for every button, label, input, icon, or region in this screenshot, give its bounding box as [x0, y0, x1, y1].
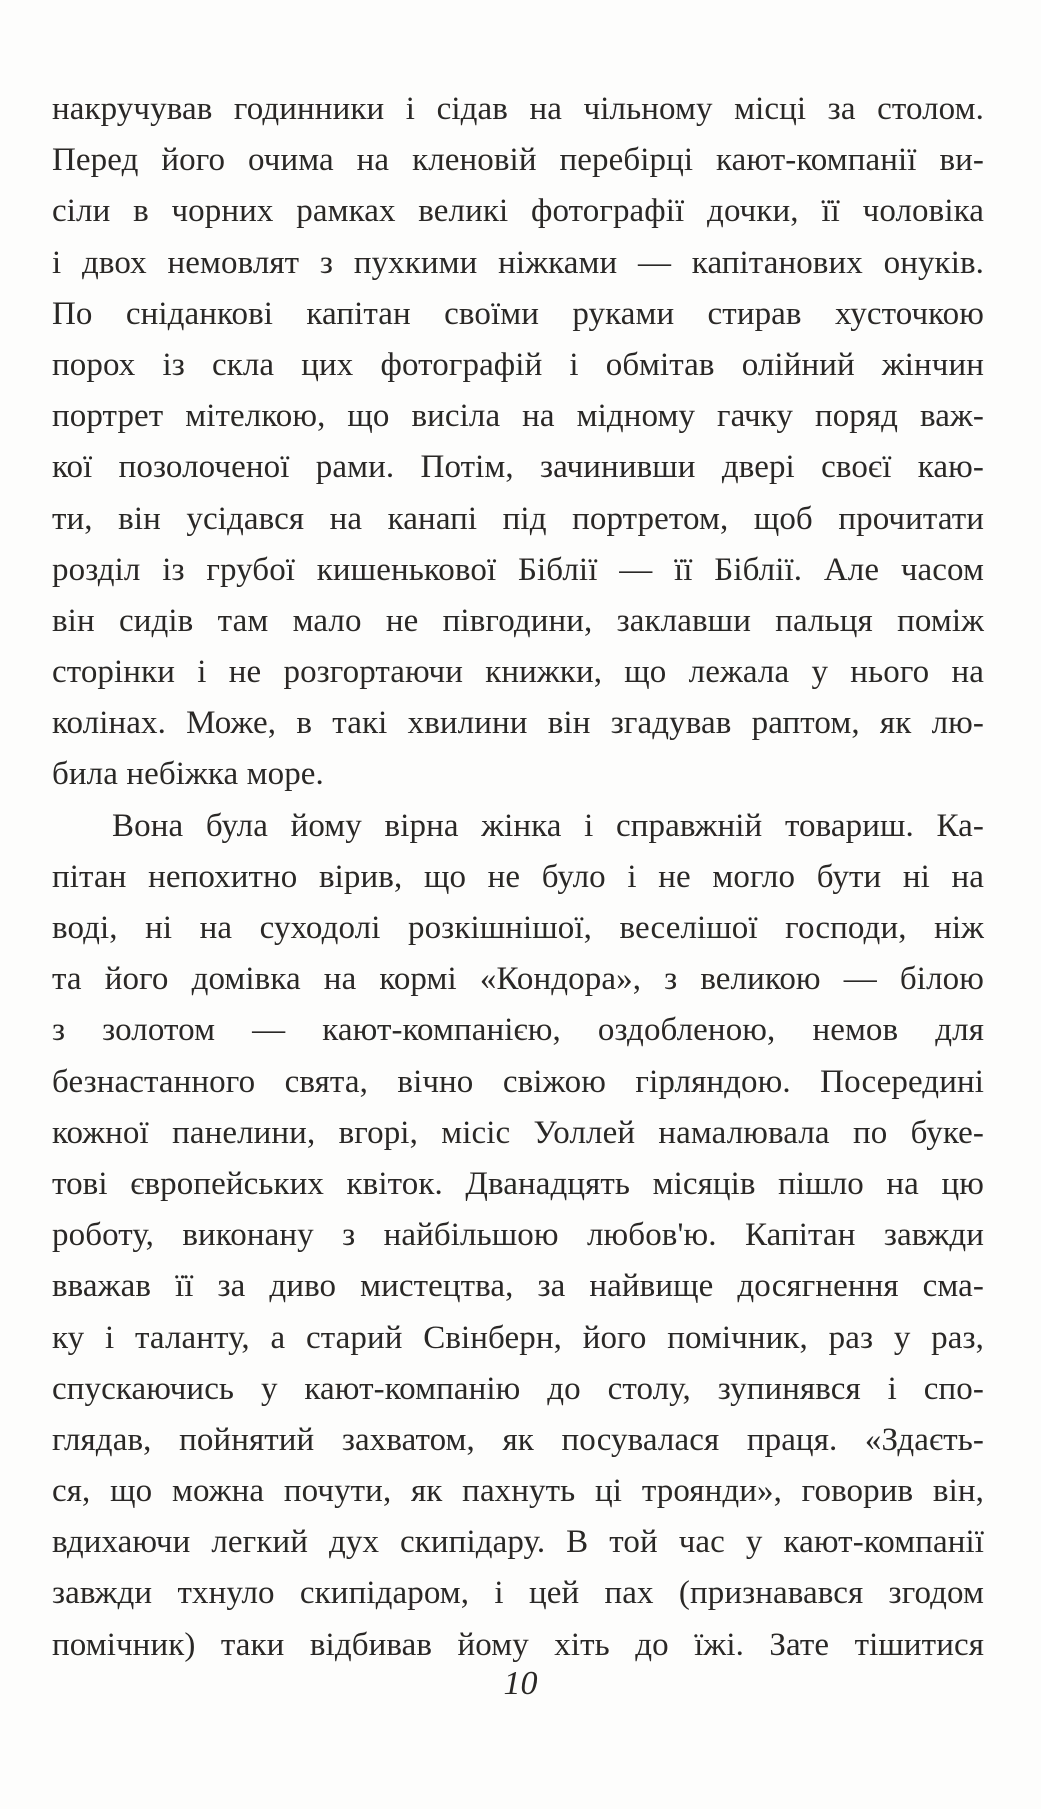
text-line: роботу, виконану з найбільшою любов'ю. Капітан завжди: [52, 1217, 984, 1254]
text-line: помічник) таки відбивав йому хіть до їжі. Зате тішитися: [52, 1626, 984, 1663]
text-line: вдихаючи легкий дух скипідару. В той час у кают-компанії: [52, 1524, 984, 1561]
text-line: безнастанного свята, вічно свіжою гірляндою. Посередині: [52, 1063, 984, 1100]
text-line: кої позолоченої рами. Потім, зачинивши двері своєї каю-: [52, 449, 984, 486]
text-line: та його домівка на кормі «Кондора», з великою — білою: [52, 961, 984, 998]
text-line: спускаючись у кают-компанію до столу, зупинявся і спо-: [52, 1370, 984, 1407]
text-line: розділ із грубої кишенькової Біблії — її Біблії. Але часом: [52, 551, 984, 588]
text-line: По сніданкові капітан своїми руками стирав хусточкою: [52, 295, 984, 332]
body-text: [52, 84, 984, 1671]
text-line: вважав її за диво мистецтва, за найвище досягнення сма-: [52, 1268, 984, 1305]
page-number: 10: [503, 1665, 538, 1702]
text-line: сторінки і не розгортаючи книжки, що лежала у нього на: [52, 654, 984, 691]
text-line: кожної панелини, вгорі, місіс Уоллей намалювала по буке-: [52, 1114, 984, 1151]
text-line: ти, він усідався на канапі під портретом, щоб прочитати: [52, 500, 984, 537]
text-line: і двох немовлят з пухкими ніжками — капітанових онуків.: [52, 244, 984, 281]
text-line: завжди тхнуло скипідаром, і цей пах (признавався згодом: [52, 1575, 984, 1612]
text-line: він сидів там мало не півгодини, заклавши пальця поміж: [52, 602, 984, 639]
text-line: сіли в чорних рамках великі фотографії дочки, її чоловіка: [52, 193, 984, 230]
text-line: порох із скла цих фотографій і обмітав олійний жінчин: [52, 346, 984, 383]
text-line: воді, ні на суходолі розкішнішої, веселішої господи, ніж: [52, 910, 984, 946]
text-line: Перед його очима на кленовій перебірці кают-компанії ви-: [52, 142, 984, 179]
text-line: била небіжка море.: [52, 756, 324, 793]
text-line: накручував годинники і сідав на чільному місці за столом.: [52, 91, 984, 127]
text-line: ся, що можна почути, як пахнуть ці троянди», говорив він,: [52, 1473, 984, 1510]
paragraph-first-line: Вона була йому вірна жінка і справжній товариш. Ка-: [112, 807, 984, 844]
text-line: глядав, пойнятий захватом, як посувалася праця. «Здаєть-: [52, 1421, 984, 1458]
text-line: з золотом — кают-компанією, оздобленою, немов для: [52, 1012, 984, 1049]
text-line: тові європейських квіток. Дванадцять місяців пішло на цю: [52, 1165, 984, 1202]
text-line: ку і таланту, а старий Свінберн, його помічник, раз у раз,: [52, 1319, 984, 1356]
text-line: портрет мітелкою, що висіла на мідному гачку поряд важ-: [52, 398, 984, 435]
text-line: колінах. Може, в такі хвилини він згадував раптом, як лю-: [52, 705, 984, 742]
text-line: пітан непохитно вірив, що не було і не могло бути ні на: [52, 858, 984, 895]
